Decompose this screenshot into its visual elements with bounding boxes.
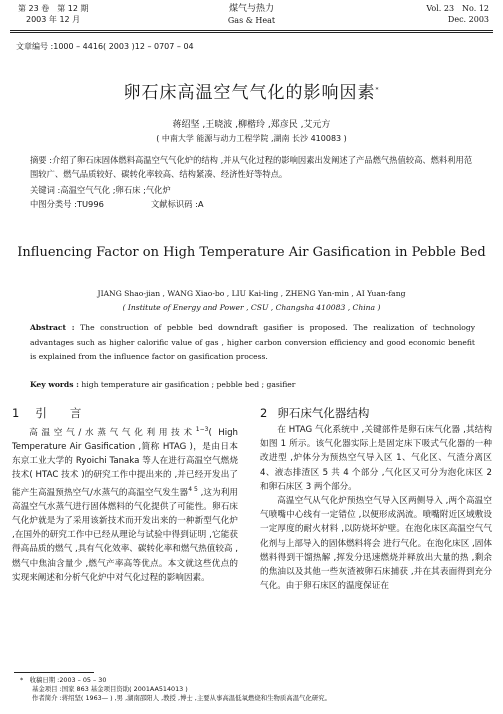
section-2-body bbox=[260, 423, 492, 593]
section-1-text-c: ,这为利用高温空气水蒸气进行固体燃料的气化提供了可能性。卵石床气化炉就是为了采用该新技术而开发出来的一种新型气化炉 ,在国外的研究工作中已经从理论与试验中得到证明 ,它能获得高品质的燃气 ,具有气化效率、碳转化率和燃气热值较高 ,燃气中焦油含量少 ,燃气产率高等优点。本文就这些优点的实现来阐述和分析气化炉中对气化过程的影响因素。 bbox=[12, 487, 239, 583]
abstract-en bbox=[30, 321, 475, 365]
authors-cn: 蒋绍坚 ,王晓波 ,柳楷玲 ,郑彦民 ,艾元方 bbox=[172, 120, 331, 130]
section-1-text-a: 高温空气/水蒸气气化利用技术 bbox=[29, 427, 196, 438]
section-2-paragraph-1: 在 HTAG 气化系统中 ,关键部件是卵石床气化器 ,其结构如图 1 所示。该气化器实际上是固定床下吸式气化器的一种改进型 ,炉体分为预热空气导入区 1、气化区、气渣分离区 4、液态排渣区 5 共 4 个部分 ,气化区又可分为泡化床区 2 和卵石床区 3 两个部分。 bbox=[260, 425, 492, 492]
title-en: Influencing Factor on High Temperature Air Gasification in Pebble Bed bbox=[17, 245, 486, 260]
footnote-fund: 基金项目 :国家 863 基金项目资助( 2001AA514013 ) bbox=[32, 685, 188, 693]
affiliation-cn: ( 中南大学 能源与动力工程学院 ,湖南 长沙 410083 ) bbox=[156, 134, 347, 143]
title-footnote-mark: * bbox=[375, 86, 380, 94]
section-2-number: 2 bbox=[260, 406, 268, 420]
article-id: 文章编号 :1000 – 4416( 2003 )12 – 0707 – 04 bbox=[16, 42, 194, 51]
header-volume-cn: 第 23 卷 第 12 期 bbox=[18, 4, 89, 13]
section-1-paragraph bbox=[12, 423, 238, 585]
keywords-en-text: high temperature air gasification ; pebble bed ; gasifier bbox=[78, 380, 296, 389]
abstract-en-text: The construction of pebble bed downdraft gasifier is proposed. The realization of technology advantages such as higher calorific value of gas , higher carbon conversion efficiency and good economic benefit is explained from the influence factor on gasification process. bbox=[30, 323, 475, 361]
keywords-en-label: Key words : bbox=[30, 380, 79, 389]
header-date-en: Dec. 2003 bbox=[447, 15, 489, 24]
section-1-heading bbox=[12, 405, 81, 421]
footnote-received-text: 收稿日期 :2003 – 05 – 30 bbox=[29, 676, 107, 684]
doc-code: 文献标识码 :A bbox=[151, 199, 204, 209]
section-1-body bbox=[12, 423, 238, 585]
section-1-number: 1 bbox=[12, 406, 20, 420]
footnote-author: 作者简介 :蒋绍坚( 1963— ) ,男 ,湖南邵阳人 ,教授 ,博士 ,主要从事高温低氧燃烧和生物质高温气化研究。 bbox=[32, 694, 332, 702]
classification: 中图分类号 :TU996 bbox=[30, 199, 104, 209]
keywords-cn: 关键词 :高温空气气化 ;卵石床 ;气化炉 bbox=[30, 185, 171, 195]
header-rule-thin bbox=[10, 32, 493, 33]
section-2-heading bbox=[260, 405, 369, 421]
section-1-ref-1: 1−3 bbox=[195, 426, 209, 433]
keywords-en bbox=[30, 380, 295, 389]
section-2-title: 卵石床气化器结构 bbox=[277, 406, 370, 420]
footnote-rule bbox=[14, 672, 94, 673]
header-journal-cn: 煤气与热力 bbox=[228, 4, 274, 14]
footnote-marker: * bbox=[20, 676, 24, 684]
footnote-received bbox=[20, 676, 106, 685]
section-2-paragraph-2: 高温空气从气化炉预热空气导入区两侧导入 ,两个高温空气喷嘴中心线有一定错位 ,以便形成涡流。喷嘴附近区域敷设一定厚度的耐火材料 ,以防烧坏炉壁。在泡化床区高温空气气化剂与上部导入的固体燃料将会 进行气化。在泡化床区 ,固体燃料得到干馏热解 ,挥发分迅速燃烧并释放出大量的热 ,剩余的焦油以及其他一些灰渣被卵石床捕获 ,并在其表面得到充分气化。由于卵石床区的温度保证在 bbox=[260, 496, 492, 592]
title-cn-text: 卵石床高温空气气化的影响因素 bbox=[123, 83, 376, 103]
authors-en: JIANG Shao-jian , WANG Xiao-bo , LIU Kai-ling , ZHENG Yan-min , AI Yuan-fang bbox=[97, 289, 406, 298]
title-cn bbox=[0, 78, 503, 103]
abstract-cn: 摘要 :介绍了卵石床固体燃料高温空气气化炉的结构 ,并从气化过程的影响因素出发阐述了产品燃气热值较高、燃料利用范围较广、燃气品质较好、碳转化率较高、结构紧凑、经济性好等特点。 bbox=[30, 155, 473, 179]
header-journal-en: Gas & Heat bbox=[227, 16, 276, 25]
section-1-text-b: ( High Temperature Air Gasification ,简称 HTAG )，是由日本东京工业大学的 Ryoichi Tanaka 等人在进行高温空气燃烧技术( HTAC 技术 )的研究工作中提出来的 ,并已经开发出了能产生高温预热空气/水蒸气的高温空气发生器 bbox=[12, 427, 238, 498]
header-volume-en: Vol. 23 No. 12 bbox=[426, 4, 489, 13]
header-date-cn: 2003 年 12 月 bbox=[26, 15, 81, 24]
section-1-ref-2: 4 5 bbox=[188, 485, 198, 493]
section-1-title: 引 言 bbox=[35, 406, 82, 420]
abstract-en-label: Abstract : bbox=[30, 323, 75, 332]
header-rule bbox=[10, 30, 493, 31]
affiliation-en: ( Institute of Energy and Power , CSU , Changsha 410083 , China ) bbox=[122, 303, 381, 312]
